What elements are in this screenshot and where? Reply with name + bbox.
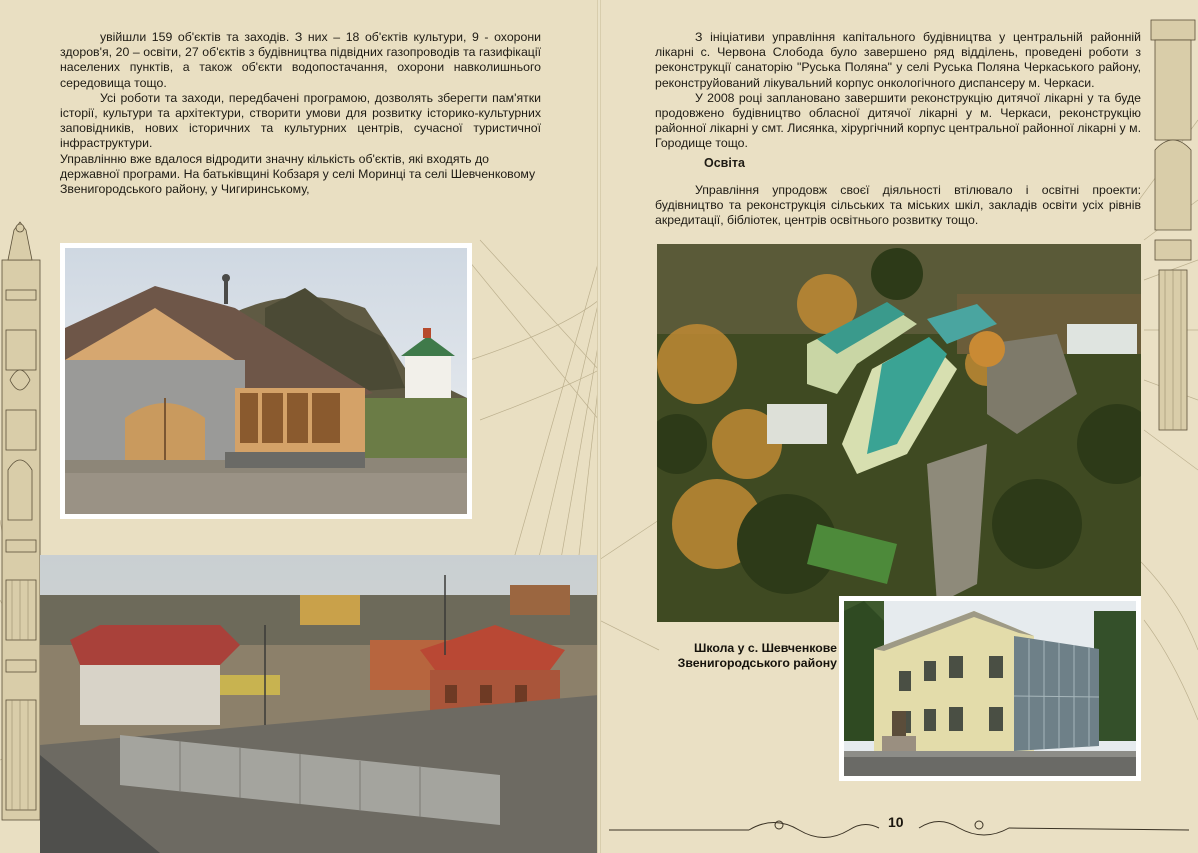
aerial-hospital-photo bbox=[657, 244, 1141, 622]
left-page-text bbox=[60, 30, 541, 197]
section-paragraph: Управління упродовж своєї діяльності втілювало і освітні проекти: будівництво та реконструкція сільських та міських шкіл, закладів освіти усіх рівнів акредитації, бібліотек, центрів освітнього розвитку тощо. bbox=[655, 183, 1141, 228]
right-column-ornament-icon bbox=[1151, 20, 1195, 430]
wooden-house-photo bbox=[60, 243, 472, 519]
caption-line-1: Школа у с. Шевченкове bbox=[694, 641, 837, 655]
school-photo-caption bbox=[662, 641, 837, 671]
right-page-text bbox=[655, 30, 1141, 152]
page-gutter bbox=[597, 0, 601, 853]
page-number: 10 bbox=[888, 814, 904, 830]
left-paragraph-1: увійшли 159 об'єктів та заходів. З них – 18 об'єктів культури, 9 - охорони здоров'я, 20 – освіти, 27 об'єктів з будівництва підвідних газопроводів та газифікації населених пунктів, а також об'єкти водопостачання, охорони навколишнього середовища тощо. bbox=[60, 30, 541, 90]
section-title-osvita: Освіта bbox=[704, 156, 745, 170]
left-paragraph-3: Управлінню вже вдалося відродити значну кількість об'єктів, які входять до державної програми. На батьківщині Кобзаря у селі Моринці та селі Шевченковому Звенигородського району, у Чигиринському, bbox=[60, 151, 536, 197]
left-paragraph-2: Усі роботи та заходи, передбачені програмою, дозволять зберегти пам'ятки історії, культури та архітектури, створити умови для розвитку історико-культурних заповідників, нових історичних та культурних центрів, сучасної туристичної інфраструктури. bbox=[60, 90, 541, 151]
right-paragraph-2: У 2008 році заплановано завершити реконструкцію дитячої лікарні у та буде продовжено будівництво обласної дитячої лікарні у м. Черкаси, реконструкцію районної лікарні у смт. Лисянка, хірургічний корпус центральної районної лікарні у м. Городище тощо. bbox=[655, 90, 1141, 151]
right-paragraph-1: З ініціативи управління капітального будівництва у центральній районній лікарні с. Червона Слобода було завершено ряд відділень, проведені роботи з реконструкції санаторію "Руська Поляна" у селі Руська Поляна Черкаського району, реконструйований лікувальний корпус онкологічного диспансеру м. Черкаси. bbox=[655, 30, 1141, 90]
school-building-photo bbox=[839, 596, 1141, 781]
right-page bbox=[599, 0, 1198, 853]
construction-site-photo bbox=[40, 555, 599, 853]
caption-line-2: Звенигородського району bbox=[677, 656, 837, 670]
section-text bbox=[655, 183, 1141, 229]
column-ornament-icon bbox=[2, 222, 40, 820]
